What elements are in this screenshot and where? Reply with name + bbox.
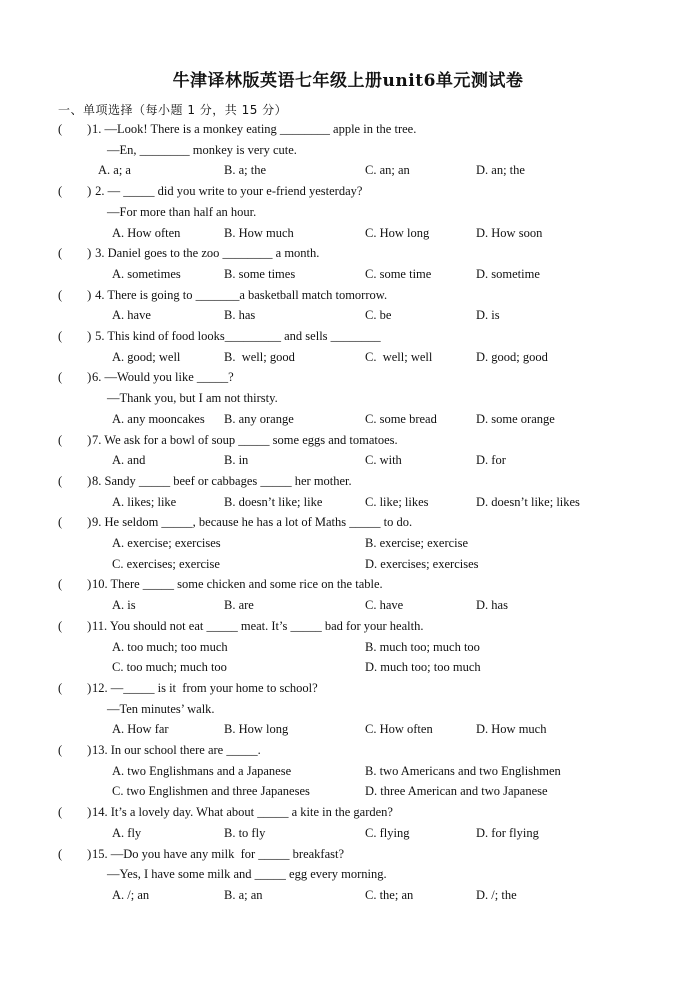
option: C. some time bbox=[365, 266, 432, 281]
option: D. for bbox=[476, 453, 506, 468]
option: C. exercises; exercise bbox=[112, 556, 220, 571]
option: A. sometimes bbox=[112, 266, 181, 281]
answer-blank: ( ) bbox=[58, 122, 92, 136]
option: B. in bbox=[224, 453, 249, 468]
question-stem: 7. We ask for a bowl of soup _____ some eggs and tomatoes. bbox=[92, 432, 398, 447]
answer-blank: ( ) bbox=[58, 473, 92, 488]
option: A. likes; like bbox=[112, 494, 177, 509]
option: D. much too; too much bbox=[365, 660, 481, 675]
option: D. How much bbox=[476, 722, 547, 737]
option: A. good; well bbox=[112, 349, 181, 364]
option: C. two Englishmen and three Japaneses bbox=[112, 784, 310, 799]
option: D. has bbox=[476, 598, 508, 613]
question-dialogue-line: —Thank you, but I am not thirsty. bbox=[107, 391, 278, 406]
section-heading: 一、单项选择（每小题 1 分，共 15 分） bbox=[58, 103, 288, 117]
option: A. too much; too much bbox=[112, 639, 228, 654]
question-dialogue-line: —For more than half an hour. bbox=[107, 204, 257, 219]
option: C. How often bbox=[365, 722, 433, 737]
option: D. exercises; exercises bbox=[365, 556, 479, 571]
option: D. is bbox=[476, 308, 500, 323]
answer-blank: ( ) bbox=[58, 577, 92, 592]
option: A. is bbox=[112, 598, 136, 613]
option: D. good; good bbox=[476, 349, 548, 364]
option: C. an; an bbox=[365, 163, 410, 178]
option: A. /; an bbox=[112, 887, 150, 902]
question-dialogue-line: —Ten minutes’ walk. bbox=[107, 701, 215, 716]
option: A. two Englishmans and a Japanese bbox=[112, 763, 292, 778]
answer-blank: ( ) bbox=[58, 432, 92, 447]
option: D. for flying bbox=[476, 825, 539, 840]
option: A. have bbox=[112, 308, 151, 323]
option: D. How soon bbox=[476, 225, 543, 240]
question-stem: 5. This kind of food looks_________ and sells ________ bbox=[92, 329, 381, 343]
question-stem: 12. —_____ is it from your home to school? bbox=[92, 680, 318, 695]
option: A. How often bbox=[112, 225, 181, 240]
answer-blank: ( ) bbox=[58, 184, 92, 199]
question-stem: 6. —Would you like _____? bbox=[92, 370, 234, 385]
question-stem: 4. There is going to _______a basketball match tomorrow. bbox=[92, 287, 388, 302]
question-dialogue-line: —Yes, I have some milk and _____ egg every morning. bbox=[107, 867, 387, 882]
answer-blank: ( ) bbox=[58, 287, 92, 302]
answer-blank: ( ) bbox=[58, 515, 92, 530]
option: D. an; the bbox=[476, 163, 525, 178]
option: C. How long bbox=[365, 225, 430, 240]
option: B. to fly bbox=[224, 825, 266, 840]
option: A. How far bbox=[112, 722, 169, 737]
option: C. have bbox=[365, 598, 404, 613]
answer-blank: ( ) bbox=[58, 246, 92, 261]
option: C. the; an bbox=[365, 887, 414, 902]
option: A. exercise; exercises bbox=[112, 536, 221, 550]
option: B. some times bbox=[224, 266, 296, 281]
question-stem: 2. — _____ did you write to your e-friend yesterday? bbox=[92, 184, 363, 199]
option: B. much too; much too bbox=[365, 639, 480, 654]
option: C. flying bbox=[365, 825, 410, 840]
option: A. any mooncakes bbox=[112, 411, 205, 426]
question-stem: 11. You should not eat _____ meat. It’s _____ bad for your health. bbox=[92, 618, 424, 633]
option: D. some orange bbox=[476, 411, 555, 426]
question-dialogue-line: —En, ________ monkey is very cute. bbox=[107, 142, 297, 157]
option: B. doesn’t like; like bbox=[224, 494, 323, 509]
question-stem: 13. In our school there are _____. bbox=[92, 743, 261, 757]
option: D. sometime bbox=[476, 266, 540, 281]
question-stem: 3. Daniel goes to the zoo ________ a month. bbox=[92, 246, 320, 261]
option: D. three American and two Japanese bbox=[365, 784, 548, 799]
question-stem: 9. He seldom _____, because he has a lot of Maths _____ to do. bbox=[92, 515, 413, 530]
option: B. How much bbox=[224, 225, 294, 240]
answer-blank: ( ) bbox=[58, 370, 92, 385]
answer-blank: ( ) bbox=[58, 618, 92, 633]
page-title: 牛津译林版英语七年级上册unit6单元测试卷 bbox=[172, 71, 524, 91]
option: B. has bbox=[224, 308, 256, 323]
option: C. some bread bbox=[365, 411, 437, 426]
option: B. a; the bbox=[224, 163, 267, 178]
option: C. with bbox=[365, 453, 402, 468]
answer-blank: ( ) bbox=[58, 329, 92, 343]
option: C. too much; much too bbox=[112, 660, 227, 675]
option: B. any orange bbox=[224, 411, 294, 426]
answer-blank: ( ) bbox=[58, 743, 92, 757]
option: A. a; a bbox=[98, 163, 131, 178]
option: C. like; likes bbox=[365, 494, 429, 509]
question-stem: 8. Sandy _____ beef or cabbages _____ her mother. bbox=[92, 473, 352, 488]
question-stem: 1. —Look! There is a monkey eating ________ apple in the tree. bbox=[92, 122, 417, 136]
option: B. a; an bbox=[224, 887, 263, 902]
option: B. are bbox=[224, 598, 254, 613]
option: D. doesn’t like; likes bbox=[476, 494, 580, 509]
answer-blank: ( ) bbox=[58, 805, 92, 820]
option: A. and bbox=[112, 453, 146, 468]
question-stem: 10. There _____ some chicken and some rice on the table. bbox=[92, 577, 383, 592]
question-stem: 14. It’s a lovely day. What about _____ a kite in the garden? bbox=[92, 805, 393, 820]
answer-blank: ( ) bbox=[58, 846, 92, 861]
option: B. well; good bbox=[224, 349, 295, 364]
question-stem: 15. —Do you have any milk for _____ breakfast? bbox=[92, 846, 345, 861]
option: A. fly bbox=[112, 825, 142, 840]
option: C. be bbox=[365, 308, 392, 323]
option: D. /; the bbox=[476, 887, 517, 902]
option: B. exercise; exercise bbox=[365, 536, 469, 550]
answer-blank: ( ) bbox=[58, 680, 92, 695]
option: B. two Americans and two Englishmen bbox=[365, 763, 561, 778]
option: C. well; well bbox=[365, 349, 433, 364]
option: B. How long bbox=[224, 722, 289, 737]
